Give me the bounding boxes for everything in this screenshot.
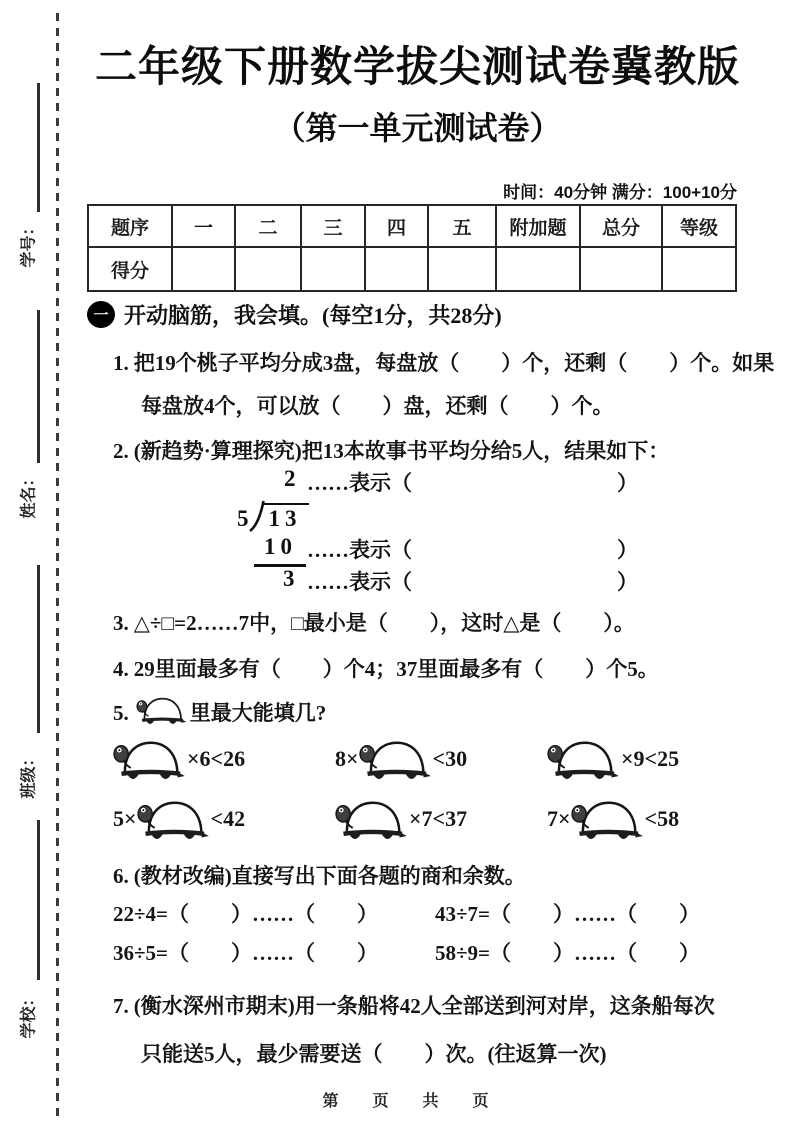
- page-subtitle: （第一单元测试卷）: [273, 110, 562, 146]
- division-expression: 43÷7=（ ）……（ ）: [435, 902, 700, 926]
- question-3-number: 3.: [113, 611, 129, 635]
- score-table: [87, 204, 737, 292]
- division-expression: 58÷9=（ ）……（ ）: [435, 941, 700, 965]
- score-cell: [172, 247, 235, 291]
- margin-divider-dashed-line: [56, 13, 59, 1122]
- question-2-text: (新趋势·算理探究)把13本故事书平均分给5人，结果如下：: [133, 439, 670, 463]
- turtle-icon: [571, 796, 645, 842]
- score-table-col-4: 四: [365, 205, 428, 247]
- division-expressions-grid: [113, 898, 733, 967]
- score-table-col-grade: 等级: [662, 205, 736, 247]
- turtle-icon: [335, 796, 409, 842]
- division-subtract-line: [254, 564, 306, 567]
- question-4-text: 29里面最多有（ ）个4；37里面最多有（ ）个5。: [133, 657, 659, 681]
- section-number-badge: 一: [87, 301, 115, 328]
- long-division-figure: [237, 468, 647, 598]
- question-5: [113, 692, 743, 735]
- turtle-expression: ×7<37: [335, 793, 547, 845]
- question-6-number: 6.: [113, 864, 129, 888]
- section-one-header: [87, 299, 502, 330]
- turtle-icon: [137, 796, 211, 842]
- question-4-number: 4.: [113, 657, 129, 681]
- turtle-expression: 7× <58: [547, 793, 723, 845]
- score-table-col-1: 一: [172, 205, 235, 247]
- score-cell: [580, 247, 662, 291]
- question-2-number: 2.: [113, 439, 129, 463]
- turtle-icon: [547, 736, 621, 782]
- section-one-title: 开动脑筋，我会填。(每空1分，共28分): [124, 303, 502, 328]
- turtle-icon: [359, 736, 433, 782]
- score-cell: [365, 247, 428, 291]
- turtle-expression: ×9<25: [547, 733, 723, 785]
- turtle-expression: 8× <30: [335, 733, 547, 785]
- product-meaning-blank: ……表示（ ）: [307, 538, 638, 562]
- division-product: 10: [264, 534, 297, 559]
- class-label: 班级：: [20, 750, 38, 799]
- turtle-expression: ×6<26: [113, 733, 335, 785]
- score-table-corner: 题序: [88, 205, 172, 247]
- question-3: [113, 602, 743, 645]
- remainder-meaning-blank: ……表示（ ）: [307, 570, 638, 594]
- question-7-line2: 只能送5人，最少需要送（ ）次。(往返算一次): [141, 1042, 607, 1066]
- score-cell: [662, 247, 736, 291]
- page-title: 二年级下册数学拔尖测试卷冀教版: [94, 43, 740, 90]
- division-remainder: 3: [283, 566, 295, 591]
- score-cell: [496, 247, 580, 291]
- school-write-line: [37, 820, 40, 980]
- question-6: [113, 855, 743, 898]
- question-1: [113, 342, 775, 428]
- division-quotient: 2: [284, 466, 296, 491]
- question-3-text: △÷□=2……7中，□最小是（ ），这时△是（ ）。: [133, 611, 635, 635]
- score-table-col-2: 二: [235, 205, 301, 247]
- name-label: 姓名：: [20, 470, 38, 519]
- question-6-text: (教材改编)直接写出下面各题的商和余数。: [133, 864, 526, 888]
- division-expression: 22÷4=（ ）……（ ）: [113, 902, 378, 926]
- name-write-line: [37, 310, 40, 463]
- score-cell: [301, 247, 365, 291]
- question-7-line1: (衡水深州市期末)用一条船将42人全部送到河对岸，这条船每次: [133, 994, 715, 1018]
- question-1-line2: 每盘放4个，可以放（ ）盘，还剩（ ）个。: [141, 394, 614, 418]
- student-id-write-line: [37, 83, 40, 212]
- question-7-number: 7.: [113, 994, 129, 1018]
- student-id-label: 学号：: [20, 219, 38, 268]
- question-5-number: 5.: [113, 701, 129, 725]
- class-write-line: [37, 565, 40, 733]
- question-1-number: 1.: [113, 351, 129, 375]
- score-table-col-5: 五: [428, 205, 496, 247]
- question-1-line1: 把19个桃子平均分成3盘，每盘放（ ）个，还剩（ ）个。如果: [133, 351, 775, 375]
- score-cell: [235, 247, 301, 291]
- question-4: [113, 648, 743, 691]
- question-5-text: 里最大能填几?: [189, 701, 327, 725]
- score-row-label: 得分: [88, 247, 172, 291]
- score-table-col-bonus: 附加题: [496, 205, 580, 247]
- school-label: 学校：: [20, 990, 38, 1039]
- score-table-col-3: 三: [301, 205, 365, 247]
- score-cell: [428, 247, 496, 291]
- division-expression: 36÷5=（ ）……（ ）: [113, 941, 378, 965]
- turtle-inequalities-grid: [113, 733, 723, 845]
- footer-page-info: 第 页 共 页: [322, 1093, 498, 1110]
- question-7: [113, 982, 743, 1078]
- turtle-icon: [113, 736, 187, 782]
- exam-time-score-info: 时间：40分钟 满分：100+10分: [503, 183, 737, 202]
- division-divisor: 5: [237, 506, 249, 531]
- score-table-col-total: 总分: [580, 205, 662, 247]
- turtle-icon: [136, 694, 188, 726]
- division-dividend: 13: [262, 503, 309, 532]
- quotient-meaning-blank: ……表示（ ）: [307, 471, 638, 495]
- turtle-expression: 5× <42: [113, 793, 335, 845]
